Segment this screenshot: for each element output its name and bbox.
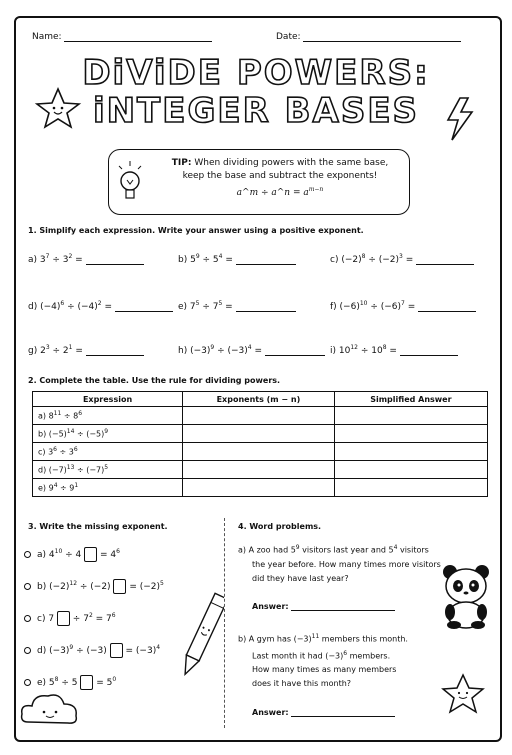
section-3-heading: 3. Write the missing exponent. <box>28 522 168 531</box>
smiling-cloud-icon <box>18 688 82 730</box>
bullet-icon <box>24 615 31 622</box>
simplify-item-b <box>178 253 296 265</box>
expression-end: = $(-2)^5$ <box>129 580 164 592</box>
answer-cell[interactable] <box>334 443 487 461</box>
answer-line[interactable] <box>418 311 476 312</box>
simplify-item-h <box>178 344 325 356</box>
table-row <box>33 479 488 497</box>
problem-b-line-4: does it have this month? <box>252 679 352 689</box>
answer-line[interactable] <box>86 264 144 265</box>
date-line[interactable] <box>303 41 461 42</box>
section-4-heading: 4. Word problems. <box>238 522 322 531</box>
exponents-cell[interactable] <box>183 479 335 497</box>
exponents-cell[interactable] <box>183 407 335 425</box>
exponent-table <box>32 391 488 497</box>
exponents-cell[interactable] <box>183 425 335 443</box>
simplify-item-f <box>330 300 476 312</box>
tip-label: TIP: <box>171 158 192 168</box>
table-header-cell: Exponents (m − n) <box>183 392 335 407</box>
answer-a-line[interactable] <box>291 610 395 611</box>
section-divider <box>224 518 225 728</box>
simplify-expression: h) $(-3)^9 \div (-3)^4$ = <box>178 344 265 356</box>
problem-a-line-2: the year before. How many times more visitors <box>252 559 441 569</box>
bullet-icon <box>24 583 31 590</box>
answer-line[interactable] <box>236 311 296 312</box>
expression-start: d) $(-3)^9 \div (-3)$ <box>37 644 107 656</box>
simplify-item-c <box>330 253 474 265</box>
title-line-2: iNTEGER BASES <box>92 91 420 131</box>
tip-text <box>154 157 406 200</box>
problem-b-line-3: How many times as many members <box>252 665 397 675</box>
missing-exponent-item <box>24 547 120 562</box>
expression-end: = $5^0$ <box>96 676 117 688</box>
bullet-icon <box>24 647 31 654</box>
answer-line[interactable] <box>265 355 325 356</box>
name-field[interactable] <box>32 32 212 42</box>
tip-text-1: When dividing powers with the same base, <box>194 158 389 168</box>
answer-cell[interactable] <box>334 461 487 479</box>
answer-cell[interactable] <box>334 479 487 497</box>
problem-b-line-2: Last month it had $(-3)^6$ members. <box>252 649 391 661</box>
answer-cell[interactable] <box>334 407 487 425</box>
simplify-expression: d) $(-4)^6 \div (-4)^2$ = <box>28 300 115 312</box>
expression-start: a) $4^{10} \div 4$ <box>37 548 82 560</box>
tip-text-2: keep the base and subtract the exponents! <box>182 171 378 181</box>
exponent-answer-box[interactable] <box>57 611 70 626</box>
simplify-item-i <box>330 344 458 356</box>
tip-formula: a^m ÷ a^n = $a^{m-n}$ <box>236 186 324 198</box>
table-row <box>33 461 488 479</box>
expression-cell: d) $(-7)^{13} \div (-7)^5$ <box>33 461 183 479</box>
bullet-icon <box>24 551 31 558</box>
expression-cell: b) $(-5)^{14} \div (-5)^9$ <box>33 425 183 443</box>
exponent-answer-box[interactable] <box>84 547 97 562</box>
answer-b-field[interactable] <box>252 708 395 717</box>
title-line-1: DiViDE POWERS: <box>82 53 430 93</box>
table-header-cell: Simplified Answer <box>334 392 487 407</box>
exponent-answer-box[interactable] <box>110 643 123 658</box>
answer-a-label: Answer: <box>252 602 289 611</box>
problem-a-line-3: did they have last year? <box>252 573 349 583</box>
answer-a-field[interactable] <box>252 602 395 611</box>
answer-line[interactable] <box>86 355 144 356</box>
simplify-expression: f) $(-6)^{10} \div (-6)^7$ = <box>330 300 419 312</box>
name-line[interactable] <box>64 41 212 42</box>
simplify-item-g <box>28 344 144 356</box>
expression-end: = $(-3)^4$ <box>125 644 161 656</box>
missing-exponent-item <box>24 611 116 626</box>
problem-b-line-1: b) A gym has $(-3)^{11}$ members this month. <box>238 633 408 644</box>
simplify-item-a <box>28 253 144 265</box>
expression-end: ÷ $7^2 = 7^6$ <box>72 612 116 624</box>
simplify-item-e <box>178 300 296 312</box>
expression-cell: c) $3^6 \div 3^6$ <box>33 443 183 461</box>
table-header-cell: Expression <box>33 392 183 407</box>
expression-end: = $4^6$ <box>100 548 120 560</box>
lightning-icon <box>442 96 478 142</box>
expression-start: e) $5^8 \div 5$ <box>37 676 78 688</box>
expression-cell: e) $9^4 \div 9^1$ <box>33 479 183 497</box>
section-2-heading: 2. Complete the table. Use the rule for dividing powers. <box>28 376 281 385</box>
simplify-expression: c) $(-2)^8 \div (-2)^3$ = <box>330 253 417 265</box>
answer-b-line[interactable] <box>291 716 395 717</box>
page-title <box>70 54 442 130</box>
exponents-cell[interactable] <box>183 443 335 461</box>
smiling-star-icon <box>34 86 82 130</box>
exponent-answer-box[interactable] <box>113 579 126 594</box>
answer-line[interactable] <box>236 264 296 265</box>
exponents-cell[interactable] <box>183 461 335 479</box>
simplify-expression: a) $3^7 \div 3^2$ = <box>28 253 86 265</box>
table-body <box>33 407 488 497</box>
exponent-answer-box[interactable] <box>80 675 93 690</box>
section-1-heading: 1. Simplify each expression. Write your answer using a positive exponent. <box>28 226 364 235</box>
simplify-expression: i) $10^{12} \div 10^8$ = <box>330 344 400 356</box>
expression-start: c) 7 <box>37 614 55 624</box>
expression-start: b) $(-2)^{12} \div (-2)$ <box>37 580 111 592</box>
simplify-expression: b) $5^9 \div 5^4$ = <box>178 253 236 265</box>
simplify-expression: g) $2^3 \div 2^1$ = <box>28 344 86 356</box>
date-field[interactable] <box>276 32 461 42</box>
answer-line[interactable] <box>400 355 458 356</box>
bullet-icon <box>24 679 31 686</box>
word-problem-a <box>238 541 441 586</box>
simplify-item-d <box>28 300 173 312</box>
table-row <box>33 407 488 425</box>
table-row <box>33 443 488 461</box>
table-header-row <box>33 392 488 407</box>
expression-cell: a) $8^{11} \div 8^6$ <box>33 407 183 425</box>
answer-cell[interactable] <box>334 425 487 443</box>
lightbulb-icon <box>116 160 144 206</box>
answer-line[interactable] <box>416 264 474 265</box>
smiling-star-icon-bottom <box>440 672 486 716</box>
date-label: Date: <box>276 32 301 42</box>
table-row <box>33 425 488 443</box>
panda-icon <box>436 560 498 630</box>
answer-b-label: Answer: <box>252 708 289 717</box>
simplify-expression: e) $7^5 \div 7^5$ = <box>178 300 236 312</box>
missing-exponent-item <box>24 579 164 594</box>
problem-a-line-1: a) A zoo had $5^9$ visitors last year and $5^4$ visitors <box>238 544 429 555</box>
name-label: Name: <box>32 32 62 42</box>
missing-exponent-item <box>24 643 160 658</box>
word-problem-b <box>238 630 408 691</box>
pencil-icon <box>180 588 224 688</box>
answer-line[interactable] <box>115 311 173 312</box>
